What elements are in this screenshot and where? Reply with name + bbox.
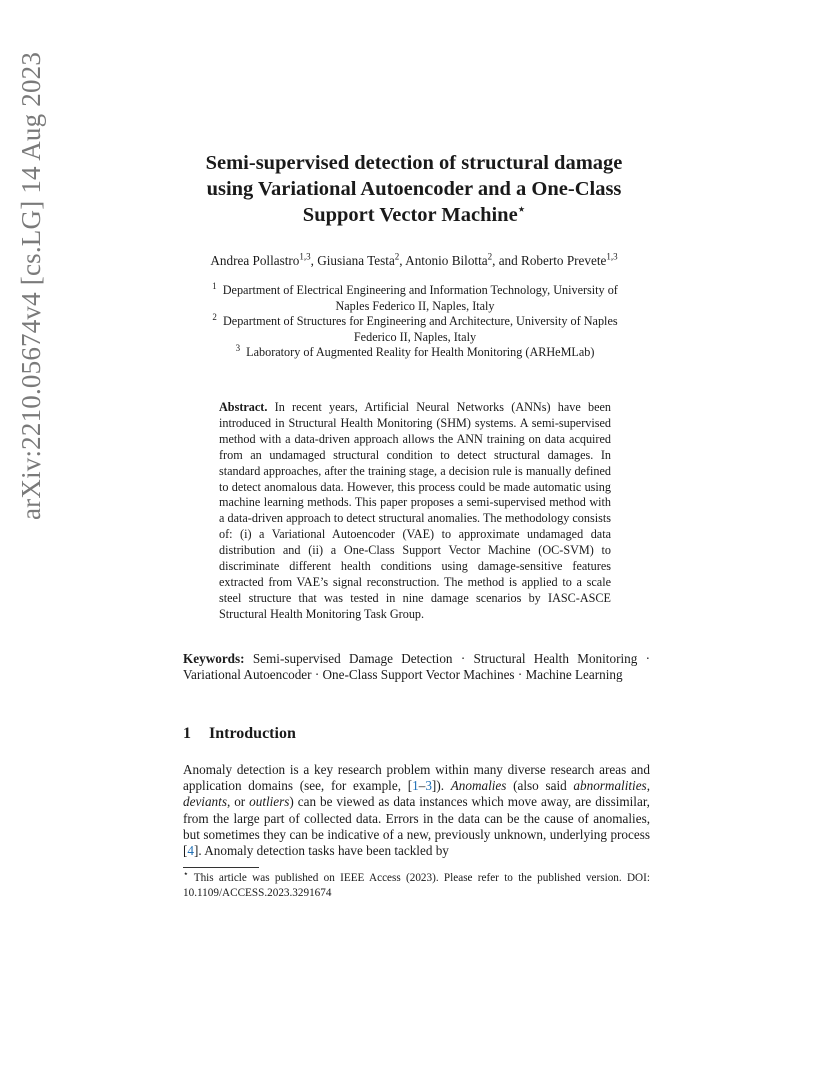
citation-range-dash: – [418, 778, 426, 794]
author-separator: , [399, 253, 406, 268]
affiliation-number: 2 [212, 311, 217, 322]
title-line-3 [150, 202, 678, 228]
author-list [150, 252, 678, 270]
paper-title [150, 150, 678, 228]
affiliation-text: Department of Electrical Engineering and Information Technology, University of [222, 283, 618, 297]
citation-link[interactable]: 1 [412, 778, 419, 794]
keywords-text: Semi-supervised Damage Detection · Structural Health Monitoring · Variational Autoencoder · One-Class Support Vector Machines · Machine Learning [183, 651, 650, 683]
body-text-run: ) can be viewed as data instances which move away, are dissimilar, from the large part of collected data. Errors in the data can be the cause of anomalies, but sometimes they can be indicative of a new, previously unknown, underlying process [183, 794, 650, 842]
footnote [183, 868, 650, 900]
affiliation-1 [186, 280, 644, 314]
author-affiliation-mark: 2 [394, 251, 400, 262]
affiliation-2 [186, 311, 644, 345]
body-text-run: , [646, 778, 650, 794]
arxiv-identifier-stamp: arXiv:2210.05674v4 [cs.LG] 14 Aug 2023 [16, 51, 46, 520]
author-affiliation-mark: 1,3 [606, 251, 618, 262]
author-affiliation-mark: 1,3 [299, 251, 311, 262]
affiliation-text-cont: Naples Federico II, Naples, Italy [335, 298, 495, 313]
affiliation-text: Laboratory of Augmented Reality for Health Monitoring (ARHeMLab) [246, 345, 595, 359]
author-name: Roberto Prevete [521, 253, 607, 268]
emphasis-outliers: outliers [249, 794, 290, 810]
citation-link[interactable]: 3 [425, 778, 432, 794]
emphasis-anomalies: Anomalies [450, 778, 507, 794]
title-footnote-mark[interactable]: ⋆ [517, 202, 526, 217]
body-text-run: Anomaly detection is a key research problem within many diverse research areas and application domains (see, for example, [183, 762, 650, 794]
abstract-text: In recent years, Artificial Neural Networks (ANNs) have been introduced in Structural Health Monitoring (SHM) systems. A semi-supervised method with a data-driven approach allows the ANN training on data acquired from an undamaged structural condition to detect structural damages. In standard approaches, after the training stage, a decision rule is manually defined to detect anomalous data. However, this process could be made automatic using machine learning methods. This paper proposes a semi-supervised method with a data-driven approach to detect structural anomalies. The methodology consists of: (i) a Variational Autoencoder (VAE) to approximate undamaged data distribution and (ii) a One-Class Support Vector Machine (OC-SVM) to discriminate different health conditions using damage-sensitive features extracted from VAE’s signal reconstruction. The method is applied to a scale steel structure that was tested in nine damage scenarios by IASC-ASCE Structural Health Monitoring Task Group. [219, 400, 611, 621]
section-title: Introduction [209, 725, 296, 742]
author-name: Antonio Bilotta [405, 253, 488, 268]
affiliation-number: 1 [212, 280, 217, 291]
affiliation-3 [186, 342, 644, 361]
keywords-label: Keywords: [183, 651, 245, 666]
title-line-2: using Variational Autoencoder and a One-Class [206, 178, 622, 200]
body-text-run: (also said [506, 778, 574, 794]
keywords [183, 651, 650, 683]
body-text-run: , or [226, 794, 250, 810]
author-affiliation-mark: 2 [487, 251, 493, 262]
footnote-mark: ⋆ [183, 868, 189, 879]
title-line-1: Semi-supervised detection of structural damage [205, 152, 623, 174]
body-text-run: ). [436, 778, 451, 794]
abstract [219, 400, 611, 623]
author-separator: , [310, 253, 318, 268]
introduction-paragraph: Anomaly detection is a key research problem within many diverse research areas and application domains (see, for example, [1–3]). Anomalies (also said abnormalities, deviants, or outliers) can be viewed as data instances which move away, are dissimilar, from the large part of collected data. Errors in the data can be the cause of anomalies, but sometimes they can be indicative of a new, previously unknown, underlying process [4]. Anomaly detection tasks have been tackled by [183, 762, 650, 859]
affiliation-text: Department of Structures for Engineering and Architecture, University of Naples [222, 314, 618, 328]
title-line-3-text: Support Vector Machine [302, 204, 518, 226]
citation-link[interactable]: 4 [187, 843, 194, 859]
author-name: Andrea Pollastro [210, 253, 300, 268]
section-number: 1 [183, 725, 191, 742]
footnote-text: This article was published on IEEE Access (2023). Please refer to the published version. DOI: 10.1109/ACCESS.2023.3291674 [183, 872, 650, 899]
body-text-run: . Anomaly detection tasks have been tackled by [198, 843, 449, 859]
emphasis-abnormalities: abnormalities [573, 778, 647, 794]
affiliation-number: 3 [235, 342, 241, 353]
author-name: Giusiana Testa [317, 253, 395, 268]
footnote-rule [183, 867, 259, 868]
author-separator: , and [492, 253, 522, 268]
abstract-label: Abstract. [219, 400, 268, 414]
emphasis-deviants: deviants [183, 794, 227, 810]
section-heading-introduction [183, 725, 296, 743]
affiliation-text-cont: Federico II, Naples, Italy [353, 329, 477, 344]
